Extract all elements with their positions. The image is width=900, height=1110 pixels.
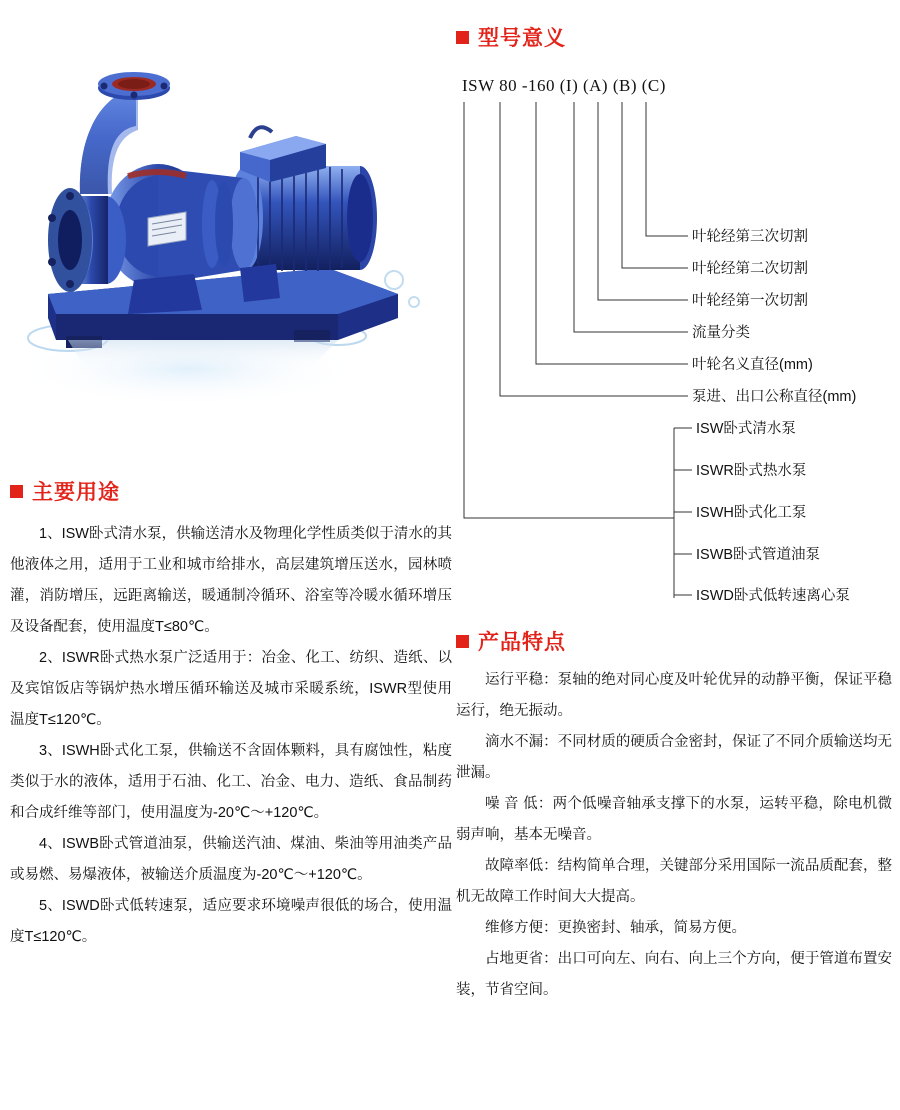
pump-type-2: ISWH卧式化工泵 [696,505,807,521]
model-breakdown-lines [456,98,892,598]
model-section [456,22,892,604]
pump-type-0: ISW卧式清水泵 [696,421,796,437]
product-photo [8,18,448,418]
pump-type-3: ISWB卧式管道油泵 [696,547,821,563]
red-square-bullet-icon [10,485,23,498]
model-section-heading [456,22,892,52]
usage-section-body [10,519,452,953]
callout-label-5: 泵进、出口公称直径(mm) [692,389,857,405]
feature-paragraph-5: 维修方便：更换密封、轴承，简易方便。 [485,920,746,936]
usage-paragraph-2: 2、ISWR卧式热水泵广泛适用于：冶金、化工、纺织、造纸、以及宾馆饭店等锅炉热水增压循环输送及城市采暖系统，ISWR型使用温度T≤120℃。 [10,650,452,728]
usage-section-heading [10,476,452,506]
callout-label-0: 叶轮经第三次切割 [692,229,808,245]
usage-paragraph-4: 4、ISWB卧式管道油泵，供输送汽油、煤油、柴油等用油类产品或易燃、易爆液体，被输送介质温度为-20℃～+120℃。 [10,836,452,883]
features-section-heading [456,626,566,656]
feature-paragraph-4: 故障率低：结构简单合理，关键部分采用国际一流品质配套，整机无故障工作时间大大提高。 [456,858,892,905]
model-breakdown-diagram [456,98,892,604]
feature-paragraph-1: 运行平稳：泵轴的绝对同心度及叶轮优异的动静平衡，保证平稳运行，绝无振动。 [456,672,892,719]
feature-paragraph-2: 滴水不漏：不同材质的硬质合金密封，保证了不同介质输送均无泄漏。 [456,734,892,781]
usage-paragraph-3: 3、ISWH卧式化工泵，供输送不含固体颗料，具有腐蚀性，粘度类似于水的液体，适用于石油、化工、冶金、电力、造纸、食品制药和合成纤维等部门，使用温度为-20℃～+120℃。 [10,743,452,821]
model-code: ISW 80 -160 (I) (A) (B) (C) [462,76,666,95]
pump-type-4: ISWD卧式低转速离心泵 [696,588,850,604]
callout-label-2: 叶轮经第一次切割 [692,293,808,309]
callout-label-1: 叶轮经第二次切割 [692,261,808,277]
features-section-title: 产品特点 [478,630,566,654]
callout-label-3: 流量分类 [692,325,750,341]
features-section-body [456,665,892,1006]
feature-paragraph-3: 噪 音 低：两个低噪音轴承支撑下的水泵，运转平稳，除电机微弱声响，基本无噪音。 [456,796,892,843]
usage-section-title: 主要用途 [32,480,120,504]
usage-section [10,476,452,953]
red-square-bullet-icon [456,31,469,44]
pump-illustration [8,18,448,418]
feature-paragraph-6: 占地更省：出口可向左、向右、向上三个方向，便于管道布置安装，节省空间。 [456,951,892,998]
callout-label-4: 叶轮名义直径(mm) [692,357,813,373]
red-square-bullet-icon [456,635,469,648]
pump-type-1: ISWR卧式热水泵 [696,463,807,479]
usage-paragraph-5: 5、ISWD卧式低转速泵，适应要求环境噪声很低的场合，使用温度T≤120℃。 [10,898,452,945]
model-section-title: 型号意义 [478,26,566,50]
usage-paragraph-1: 1、ISW卧式清水泵，供输送清水及物理化学性质类似于清水的其他液体之用，适用于工业和城市给排水，高层建筑增压送水，园林喷灌，消防增压，远距离输送，暖通制冷循环、浴室等冷暖水循环增压及设备配套，使用温度T≤80℃。 [10,526,452,635]
